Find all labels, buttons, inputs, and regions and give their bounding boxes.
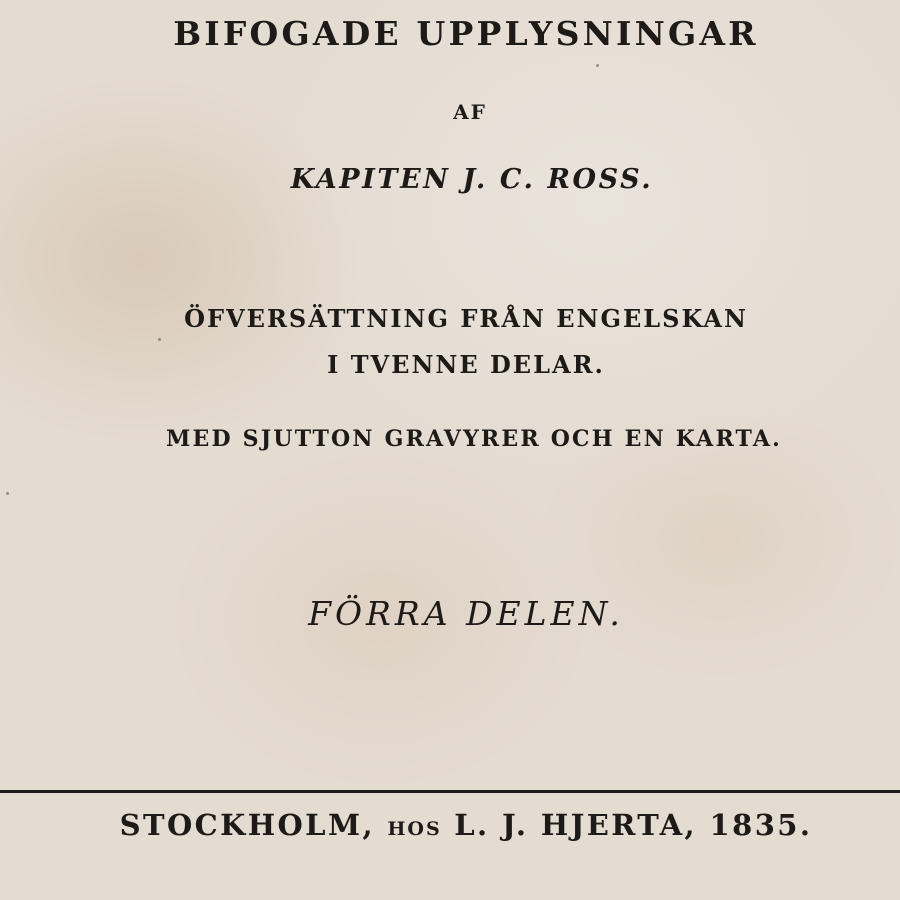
imprint-divider xyxy=(0,790,900,793)
ink-speck xyxy=(6,492,9,495)
author-name: KAPITEN J. C. ROSS. xyxy=(290,164,654,195)
by-label: AF xyxy=(453,100,487,124)
imprint-place: STOCKHOLM, xyxy=(119,808,375,842)
imprint xyxy=(16,808,900,842)
imprint-publisher: L. J. HJERTA, xyxy=(454,808,698,842)
ink-speck xyxy=(158,338,161,341)
translation-note-line-1: ÖFVERSÄTTNING FRÅN ENGELSKAN xyxy=(184,304,748,333)
ink-speck xyxy=(596,64,599,67)
volume-part: FÖRRA DELEN. xyxy=(308,594,624,633)
illustrations-note: MED SJUTTON GRAVYRER OCH EN KARTA. xyxy=(165,426,783,452)
translation-note-line-2: I TVENNE DELAR. xyxy=(327,350,605,379)
book-title: BIFOGADE UPPLYSNINGAR xyxy=(173,14,759,53)
imprint-year: 1835. xyxy=(709,808,813,842)
imprint-hos: HOS xyxy=(387,818,442,840)
